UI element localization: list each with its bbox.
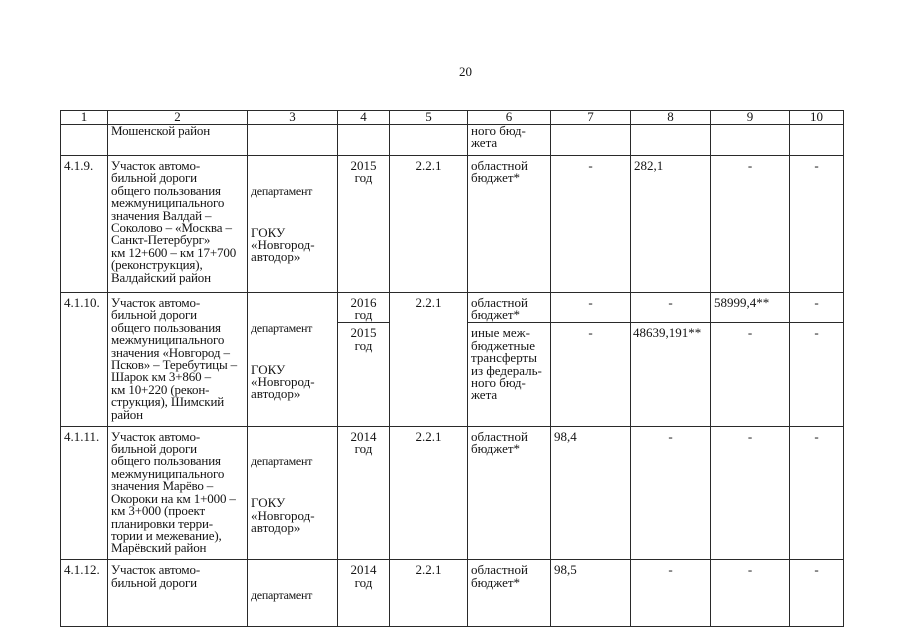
- code-cell: [390, 125, 468, 156]
- value-cell-col7: -: [551, 293, 631, 323]
- code-cell: 2.2.1: [390, 426, 468, 560]
- column-number: 7: [551, 111, 631, 125]
- executor-cell: [248, 156, 338, 293]
- year-cell: 2015 год: [338, 156, 390, 293]
- executor-department: департамент: [251, 588, 313, 603]
- executor-cell: [248, 426, 338, 560]
- table-row: [61, 426, 844, 560]
- value-cell-col8: [631, 125, 711, 156]
- table-row: [61, 156, 844, 293]
- column-number: 1: [61, 111, 108, 125]
- value-cell-col10: -: [790, 560, 844, 627]
- object-name-cell: Мошенской район: [108, 125, 248, 156]
- value-cell-col7: 98,5: [551, 560, 631, 627]
- table-row: [61, 293, 844, 323]
- executor-department: департамент: [251, 183, 313, 198]
- value-cell-col10: -: [790, 156, 844, 293]
- code-cell: 2.2.1: [390, 293, 468, 427]
- table-row: [61, 560, 844, 627]
- executor-department: департамент: [251, 320, 313, 335]
- value-cell-col10: [790, 125, 844, 156]
- row-number-cell: 4.1.12.: [61, 560, 108, 627]
- value-cell-col9: -: [711, 156, 790, 293]
- object-name-cell: Участок автомо- бильной дороги общего пользования межмуниципального значения Валдай – Соколово – «Москва – Санкт-Петербург» км 12+600 – км 17+700 (реконструкция), Валдайский район: [108, 156, 248, 293]
- year-cell: 2014 год: [338, 426, 390, 560]
- continuation-row: [61, 125, 844, 156]
- value-cell-col9: -: [711, 426, 790, 560]
- value-cell-col8: -: [631, 560, 711, 627]
- column-number: 2: [108, 111, 248, 125]
- year-cell: 2015 год: [338, 323, 390, 426]
- value-cell-col8: 282,1: [631, 156, 711, 293]
- value-cell-col9: -: [711, 560, 790, 627]
- funding-source-cell: областной бюджет*: [468, 293, 551, 323]
- column-number: 10: [790, 111, 844, 125]
- executor-cell: [248, 293, 338, 427]
- value-cell-col7: [551, 125, 631, 156]
- funding-source-cell: областной бюджет*: [468, 156, 551, 293]
- object-name-cell: Участок автомо- бильной дороги общего пользования межмуниципального значения Марёво – Окороки на км 1+000 – км 3+000 (проект планировки терри- тории и межевание), Марёвский район: [108, 426, 248, 560]
- funding-source-cell: областной бюджет*: [468, 560, 551, 627]
- object-name-cell: Участок автомо- бильной дороги: [108, 560, 248, 627]
- value-cell-col9: [711, 125, 790, 156]
- column-number: 4: [338, 111, 390, 125]
- program-table: [60, 110, 844, 627]
- column-number: 3: [248, 111, 338, 125]
- value-cell-col8: 48639,191**: [631, 323, 711, 426]
- executor-organization: ГОКУ «Новгород- автодор»: [251, 361, 315, 402]
- executor-cell: [248, 125, 338, 156]
- object-name-cell: Участок автомо- бильной дороги общего пользования межмуниципального значения «Новгород – Псков» – Теребутицы – Шарок км 3+860 – км 10+220 (рекон- струкция), Шимский район: [108, 293, 248, 427]
- column-number-row: [61, 111, 844, 125]
- code-cell: 2.2.1: [390, 156, 468, 293]
- year-cell: 2014 год: [338, 560, 390, 627]
- row-number-cell: 4.1.10.: [61, 293, 108, 427]
- row-number-cell: [61, 125, 108, 156]
- column-number: 5: [390, 111, 468, 125]
- executor-cell: [248, 560, 338, 627]
- executor-organization: ГОКУ «Новгород- автодор»: [251, 495, 315, 536]
- row-number-cell: 4.1.11.: [61, 426, 108, 560]
- value-cell-col7: -: [551, 323, 631, 426]
- year-cell: [338, 125, 390, 156]
- value-cell-col7: -: [551, 156, 631, 293]
- funding-source-cell: иные меж- бюджетные трансферты из федераль- ного бюд- жета: [468, 323, 551, 426]
- row-number-cell: 4.1.9.: [61, 156, 108, 293]
- executor-department: департамент: [251, 454, 313, 469]
- value-cell-col9: 58999,4**: [711, 293, 790, 323]
- value-cell-col8: -: [631, 426, 711, 560]
- code-cell: 2.2.1: [390, 560, 468, 627]
- value-cell-col9: -: [711, 323, 790, 426]
- value-cell-col10: -: [790, 293, 844, 323]
- column-number: 6: [468, 111, 551, 125]
- executor-organization: ГОКУ «Новгород- автодор»: [251, 224, 315, 265]
- value-cell-col8: -: [631, 293, 711, 323]
- column-number: 8: [631, 111, 711, 125]
- year-cell: 2016 год: [338, 293, 390, 323]
- funding-source-cell: областной бюджет*: [468, 426, 551, 560]
- value-cell-col10: -: [790, 323, 844, 426]
- page-number: 20: [459, 64, 472, 79]
- column-number: 9: [711, 111, 790, 125]
- value-cell-col7: 98,4: [551, 426, 631, 560]
- value-cell-col10: -: [790, 426, 844, 560]
- funding-source-cell: ного бюд- жета: [468, 125, 551, 156]
